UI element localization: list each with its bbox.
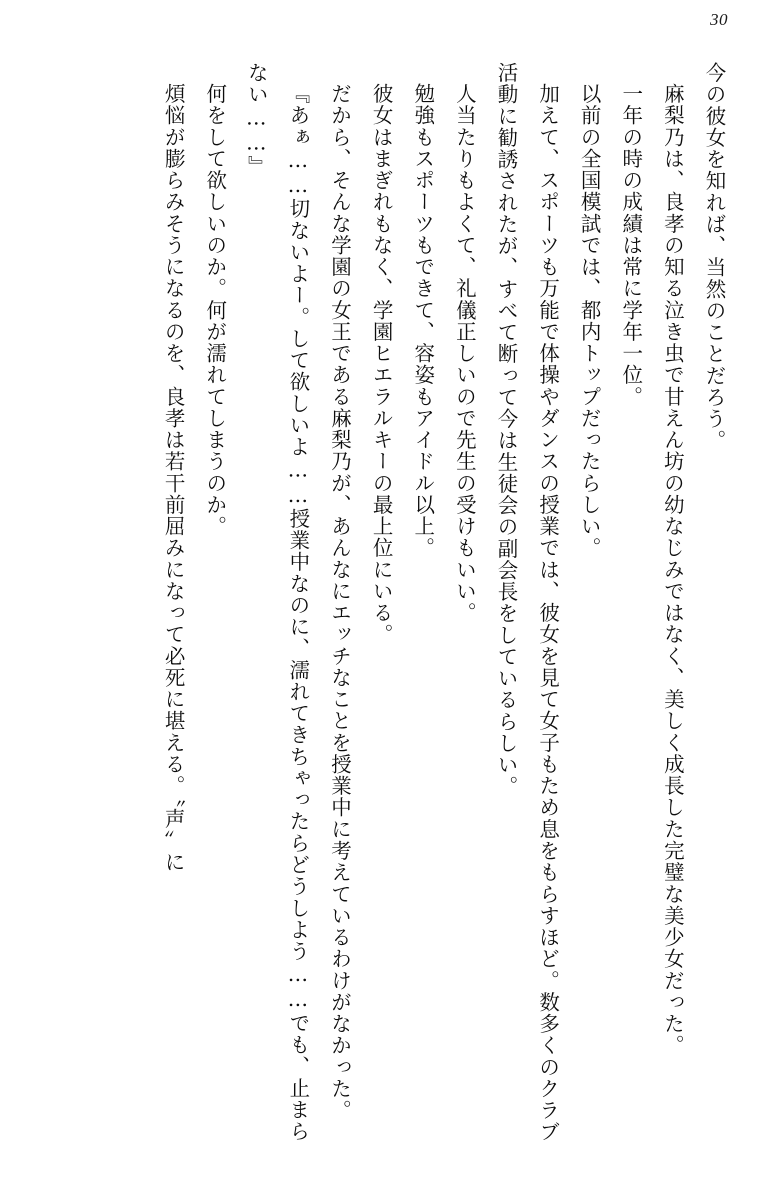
paragraph: 彼女はまぎれもなく、学園ヒエラルキーの最上位にいる。: [369, 82, 394, 645]
page-number: 30: [710, 10, 728, 29]
paragraph: 加えて、スポーツも万能で体操やダンスの授業では、彼女を見て女子もため息をもらすほど。数多くのクラブ活動に勧誘されたが、すべて断って今は生徒会の副会長をしているらしい。: [493, 62, 560, 1143]
paragraph: 人当たりもよくて、礼儀正しいので先生の受けもいい。: [452, 82, 477, 624]
paragraph: 煩悩が膨らみそうになるのを、良孝は若干前屈みになって必死に堪える。〝声〟に: [161, 82, 186, 873]
paragraph: 麻梨乃は、良孝の知る泣き虫で甘えん坊の幼なじみではなく、美しく成長した完璧な美少女だった。: [660, 82, 685, 1056]
paragraph: だから、そんな学園の女王である麻梨乃が、あんなにエッチなことを授業中に考えているわけがなかった。: [327, 82, 352, 1121]
paragraph: 今の彼女を知れば、当然のことだろう。: [702, 62, 726, 452]
paragraph: 勉強もスポーツもできて、容姿もアイドル以上。: [410, 82, 435, 559]
paragraph: 『あぁ……切ないよー。して欲しいよ……授業中なのに、濡れてきちゃったらどうしよう……でも、止まらない……』: [244, 62, 310, 1142]
paragraph: 一年の時の成績は常に学年一位。: [618, 82, 643, 407]
paragraph: 以前の全国模試では、都内トップだったらしい。: [577, 82, 602, 559]
body-text: [36, 62, 734, 1158]
paragraph: 何をして欲しいのか。何が濡れてしまうのか。: [202, 82, 227, 537]
